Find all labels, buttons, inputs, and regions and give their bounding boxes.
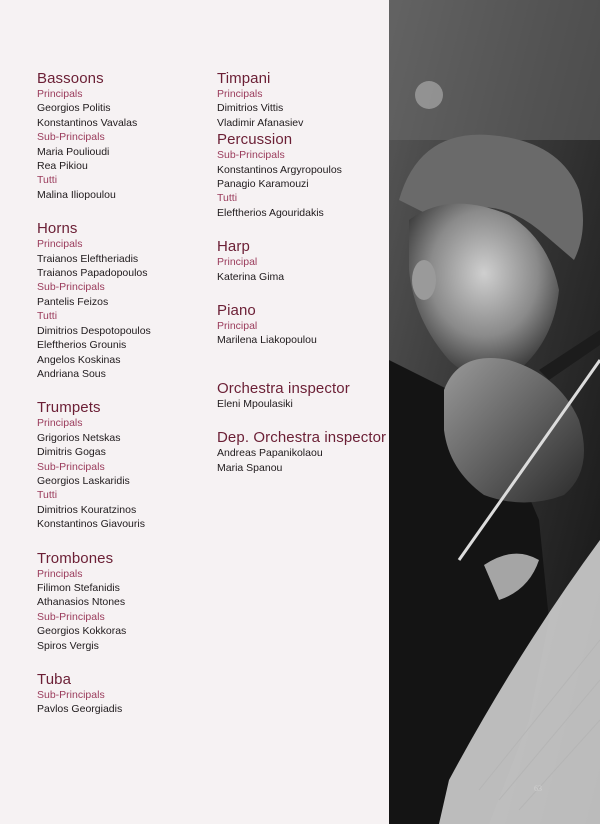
member-name: Andriana Sous	[37, 367, 106, 380]
member-list	[37, 503, 217, 532]
section-harp	[217, 238, 397, 284]
member-list	[37, 702, 217, 716]
section-title: Trumpets	[37, 399, 101, 417]
member-name: Filimon Stefanidis	[37, 581, 120, 594]
member-name: Rea Pikiou	[37, 160, 88, 173]
role-label: Sub-Principals	[37, 281, 105, 294]
member-name: Eleftherios Agouridakis	[217, 206, 324, 219]
section-timpani	[217, 70, 397, 130]
member-name: Spiros Vergis	[37, 639, 99, 652]
member-name: Traianos Papadopoulos	[37, 267, 148, 280]
middle-column	[217, 70, 397, 475]
role-label: Principals	[217, 88, 263, 100]
member-list	[37, 295, 217, 309]
role-label: Principals	[37, 88, 83, 100]
role-label: Principals	[37, 567, 83, 580]
role-label: Tutti	[217, 192, 238, 205]
role-label: Sub-Principals	[37, 610, 105, 623]
member-name: Konstantinos Giavouris	[37, 518, 145, 531]
member-name: Dimitrios Despotopoulos	[37, 324, 151, 337]
member-name: Maria Spanou	[217, 461, 283, 474]
role-label: Tutti	[37, 174, 58, 187]
violinist-photo	[389, 0, 600, 824]
section-title: Orchestra inspector	[217, 379, 350, 397]
member-name: Eleftherios Grounis	[37, 339, 127, 352]
member-name: Panagio Karamouzi	[217, 178, 309, 191]
role-label: Principals	[37, 417, 83, 430]
member-name: Malina Iliopoulou	[37, 188, 116, 201]
member-list	[37, 145, 217, 174]
member-list	[37, 581, 217, 610]
role-label: Principal	[217, 256, 258, 269]
role-label: Sub-Principals	[37, 689, 105, 701]
role-label: Principal	[217, 320, 258, 333]
member-list	[37, 324, 217, 382]
role-label: Principals	[37, 238, 83, 251]
role-label: Sub-Principals	[37, 460, 105, 473]
member-name: Georgios Laskaridis	[37, 474, 130, 487]
member-name: Marilena Liakopoulou	[217, 334, 317, 347]
member-name: Vladimir Afanasiev	[217, 116, 304, 129]
member-name: Konstantinos Argyropoulos	[217, 163, 342, 176]
member-name: Athanasios Ntones	[37, 596, 126, 609]
section-title: Horns	[37, 220, 78, 238]
member-list	[37, 252, 217, 281]
member-name: Dimitris Gogas	[37, 446, 106, 459]
role-label: Sub-Principals	[37, 131, 105, 144]
member-list	[37, 431, 217, 460]
member-name: Konstantinos Vavalas	[37, 116, 138, 129]
section-title: Bassoons	[37, 70, 104, 87]
photo-illustration	[389, 0, 600, 824]
member-list	[217, 333, 397, 347]
member-list	[37, 101, 217, 130]
role-label: Tutti	[37, 310, 58, 323]
left-column	[37, 70, 217, 717]
member-name: Maria Poulioudi	[37, 145, 110, 158]
member-name: Grigorios Netskas	[37, 431, 121, 444]
member-list	[217, 446, 397, 475]
member-list	[217, 163, 397, 192]
member-list	[37, 624, 217, 653]
member-list	[217, 206, 397, 220]
member-name: Dimitrios Kouratzinos	[37, 503, 137, 516]
section-horns	[37, 220, 217, 381]
member-list	[37, 188, 217, 202]
section-title: Piano	[217, 302, 256, 320]
member-list	[37, 474, 217, 488]
member-list	[217, 397, 397, 411]
section-orchestra-inspector	[217, 380, 397, 411]
section-dep-orchestra-inspector	[217, 429, 397, 475]
section-percussion	[217, 131, 397, 220]
member-name: Pantelis Feizos	[37, 295, 109, 308]
section-title: Dep. Orchestra inspector	[217, 429, 387, 447]
section-trombones	[37, 550, 217, 653]
member-name: Georgios Kokkoras	[37, 625, 127, 638]
member-name: Andreas Papanikolaou	[217, 447, 323, 460]
section-piano	[217, 302, 397, 348]
section-title: Tuba	[37, 671, 72, 688]
member-name: Pavlos Georgiadis	[37, 703, 123, 716]
member-list	[217, 270, 397, 284]
member-name: Georgios Politis	[37, 102, 111, 115]
page-number: 63	[534, 784, 542, 793]
role-label: Tutti	[37, 489, 58, 502]
member-name: Dimitrios Vittis	[217, 102, 284, 115]
section-title: Percussion	[217, 131, 293, 149]
section-trumpets	[37, 399, 217, 531]
role-label: Sub-Principals	[217, 149, 285, 162]
member-name: Traianos Eleftheriadis	[37, 252, 139, 265]
member-name: Eleni Mpoulasiki	[217, 397, 293, 410]
section-title: Trombones	[37, 549, 114, 567]
section-title: Timpani	[217, 70, 271, 87]
section-bassoons	[37, 70, 217, 202]
section-tuba	[37, 671, 217, 717]
member-list	[217, 101, 397, 130]
member-name: Katerina Gima	[217, 270, 285, 283]
section-title: Harp	[217, 238, 250, 256]
member-name: Angelos Koskinas	[37, 353, 121, 366]
